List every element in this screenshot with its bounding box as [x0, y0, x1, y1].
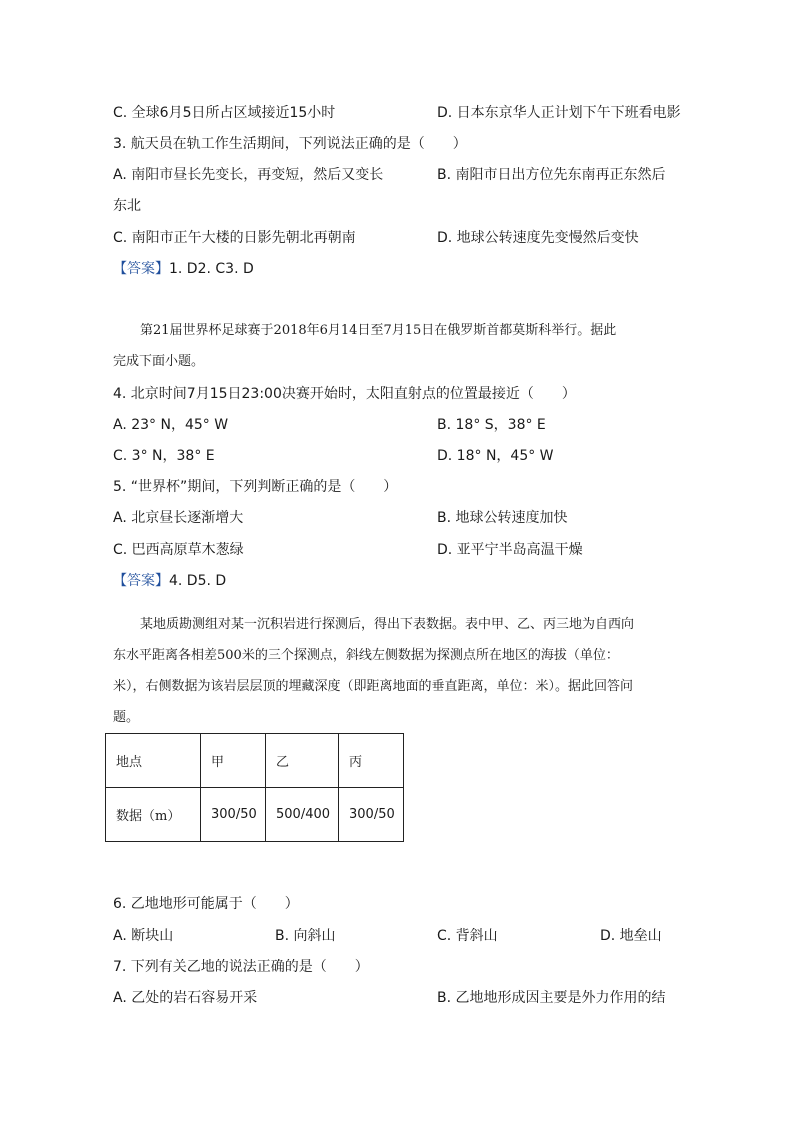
- passage-3-line-2: 东水平距离各相差500米的三个探测点，斜线左侧数据为探测点所在地区的海拔（单位：: [113, 648, 619, 663]
- q4-option-d: D. 18° N，45° W: [437, 448, 554, 464]
- q6-option-a: A. 断块山: [113, 928, 174, 944]
- q3-option-a: A. 南阳市昼长先变长，再变短，然后又变长: [113, 167, 384, 183]
- q4-option-b: B. 18° S，38° E: [437, 417, 546, 433]
- table-cell: 300/50: [339, 788, 404, 842]
- q2-option-d: D. 日本东京华人正计划下午下班看电影: [437, 105, 681, 121]
- q6-option-d: D. 地垒山: [600, 928, 662, 944]
- q2-option-c: C. 全球6月5日所占区域接近15小时: [113, 105, 336, 121]
- data-table: [105, 733, 404, 842]
- q6-stem: 6. 乙地地形可能属于（ ）: [113, 896, 299, 912]
- q3-option-d: D. 地球公转速度先变慢然后变快: [437, 230, 639, 246]
- answer-text: 1. D2. C3. D: [169, 261, 254, 277]
- table-header-cell: 丙: [339, 734, 404, 788]
- table-header-cell: 甲: [201, 734, 266, 788]
- passage-3-line-4: 题。: [113, 710, 140, 725]
- q3-option-c: C. 南阳市正午大楼的日影先朝北再朝南: [113, 230, 356, 246]
- answer-line-2: [113, 571, 226, 591]
- q4-option-c: C. 3° N，38° E: [113, 448, 215, 464]
- q3-option-b: B. 南阳市日出方位先东南再正东然后: [437, 167, 666, 183]
- q5-option-c: C. 巴西高原草木葱绿: [113, 542, 244, 558]
- table-row: [106, 788, 404, 842]
- passage-2-line-1: 第21届世界杯足球赛于2018年6月14日至7月15日在俄罗斯首都莫斯科举行。据此: [140, 323, 617, 338]
- answer-tag: 【答案】: [113, 261, 169, 277]
- table-cell: 数据（m）: [106, 788, 201, 842]
- passage-3-line-3: 米），右侧数据为该岩层层顶的埋藏深度（即距离地面的垂直距离，单位：米）。据此回答问: [113, 679, 634, 694]
- passage-3-line-1: 某地质勘测组对某一沉积岩进行探测后，得出下表数据。表中甲、乙、丙三地为自西向: [140, 617, 635, 632]
- q3-option-b-continued: 东北: [113, 198, 141, 214]
- table-header-row: [106, 734, 404, 788]
- table-cell: 300/50: [201, 788, 266, 842]
- table-header-cell: 乙: [266, 734, 339, 788]
- q5-option-d: D. 亚平宁半岛高温干燥: [437, 542, 583, 558]
- q5-option-a: A. 北京昼长逐渐增大: [113, 510, 244, 526]
- q5-stem: 5. “世界杯”期间，下列判断正确的是（ ）: [113, 479, 398, 495]
- q7-stem: 7. 下列有关乙地的说法正确的是（ ）: [113, 959, 369, 975]
- q3-stem: 3. 航天员在轨工作生活期间，下列说法正确的是（ ）: [113, 136, 467, 152]
- q5-option-b: B. 地球公转速度加快: [437, 510, 568, 526]
- passage-2-line-2: 完成下面小题。: [113, 354, 205, 369]
- q6-option-b: B. 向斜山: [275, 928, 336, 944]
- answer-text: 4. D5. D: [169, 573, 227, 589]
- q6-option-c: C. 背斜山: [437, 928, 498, 944]
- q4-option-a: A. 23° N，45° W: [113, 417, 229, 433]
- table-cell: 500/400: [266, 788, 339, 842]
- q4-stem: 4. 北京时间7月15日23:00决赛开始时，太阳直射点的位置最接近（ ）: [113, 386, 576, 402]
- answer-line-1: [113, 259, 254, 279]
- table-header-cell: 地点: [106, 734, 201, 788]
- q7-option-a: A. 乙处的岩石容易开采: [113, 990, 258, 1006]
- q7-option-b: B. 乙地地形成因主要是外力作用的结: [437, 990, 666, 1006]
- answer-tag: 【答案】: [113, 573, 169, 589]
